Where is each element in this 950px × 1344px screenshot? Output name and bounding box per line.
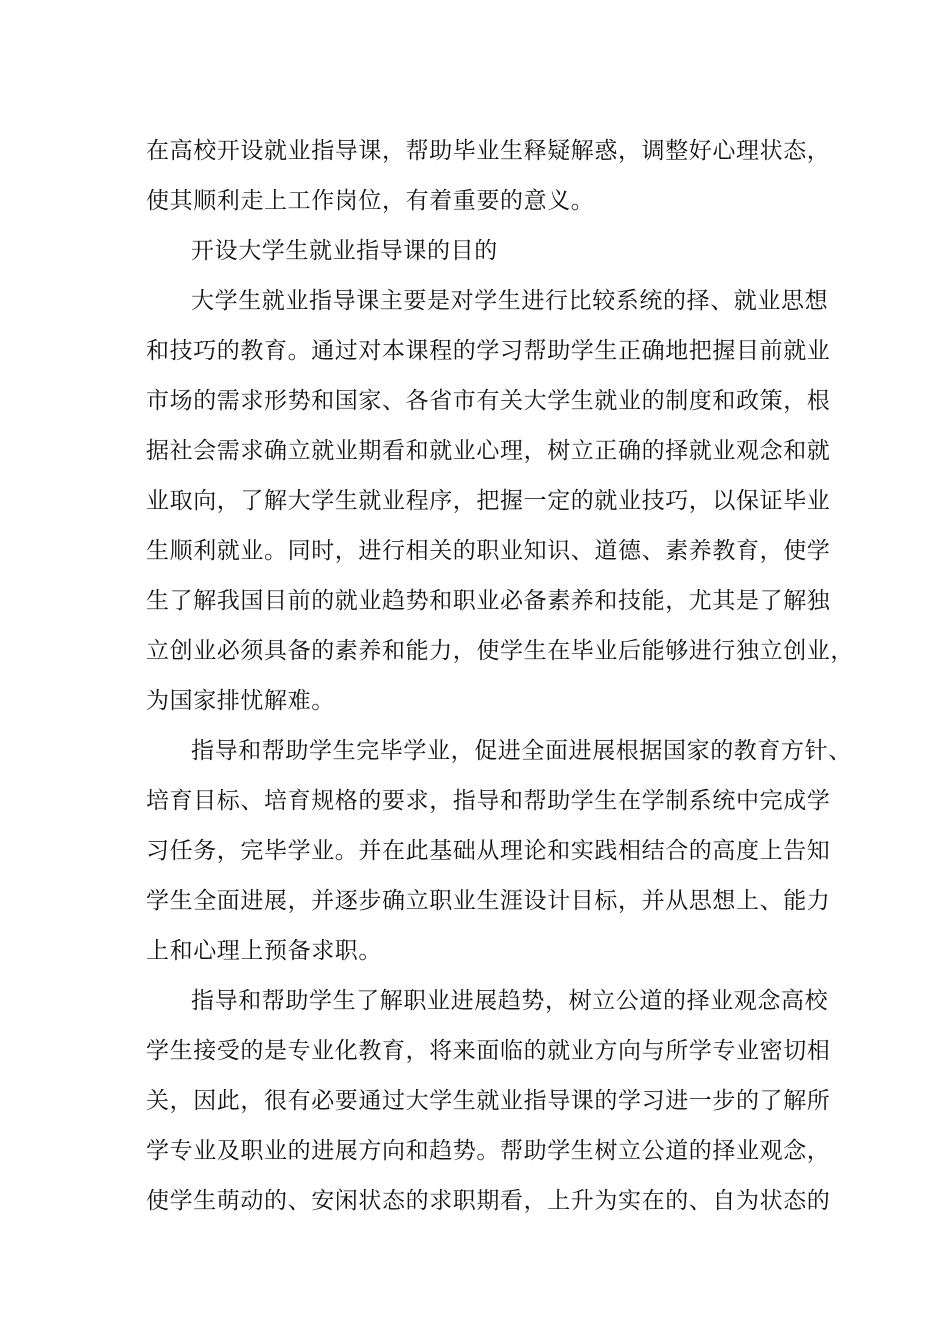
- text-line: 关，因此，很有必要通过大学生就业指导课的学习进一步的了解所: [146, 1088, 831, 1114]
- section-heading: 开设大学生就业指导课的目的: [191, 238, 498, 264]
- text-line: 据社会需求确立就业期看和就业心理，树立正确的择就业观念和就: [146, 438, 831, 464]
- text-line: 学生接受的是专业化教育，将来面临的就业方向与所学专业密切相: [146, 1038, 831, 1064]
- text-line: 立创业必须具备的素养和能力，使学生在毕业后能够进行独立创业，: [146, 638, 854, 664]
- text-line: 业取向，了解大学生就业程序，把握一定的就业技巧，以保证毕业: [146, 488, 831, 514]
- text-line: 学生全面进展，并逐步确立职业生涯设计目标，并从思想上、能力: [146, 888, 831, 914]
- text-line: 习任务，完毕学业。并在此基础从理论和实践相结合的高度上告知: [146, 838, 831, 864]
- text-line: 使学生萌动的、安闲状态的求职期看，上升为实在的、自为状态的: [146, 1188, 831, 1214]
- text-line: 培育目标、培育规格的要求，指导和帮助学生在学制系统中完成学: [146, 788, 831, 814]
- text-line: 和技巧的教育。通过对本课程的学习帮助学生正确地把握目前就业: [146, 338, 831, 364]
- text-line: 为国家排忧解难。: [146, 688, 335, 714]
- text-line: 上和心理上预备求职。: [146, 938, 382, 964]
- text-line: 学专业及职业的进展方向和趋势。帮助学生树立公道的择业观念，: [146, 1138, 831, 1164]
- text-line: 使其顺利走上工作岗位，有着重要的意义。: [146, 188, 595, 214]
- text-line: 指导和帮助学生了解职业进展趋势，树立公道的择业观念高校: [191, 988, 829, 1014]
- text-line: 在高校开设就业指导课，帮助毕业生释疑解惑，调整好心理状态，: [146, 138, 831, 164]
- text-line: 市场的需求形势和国家、各省市有关大学生就业的制度和政策，根: [146, 388, 831, 414]
- text-line: 指导和帮助学生完毕学业，促进全面进展根据国家的教育方针、: [191, 738, 852, 764]
- text-line: 大学生就业指导课主要是对学生进行比较系统的择、就业思想: [191, 288, 829, 314]
- text-line: 生顺利就业。同时，进行相关的职业知识、道德、素养教育，使学: [146, 538, 831, 564]
- text-line: 生了解我国目前的就业趋势和职业必备素养和技能，尤其是了解独: [146, 588, 831, 614]
